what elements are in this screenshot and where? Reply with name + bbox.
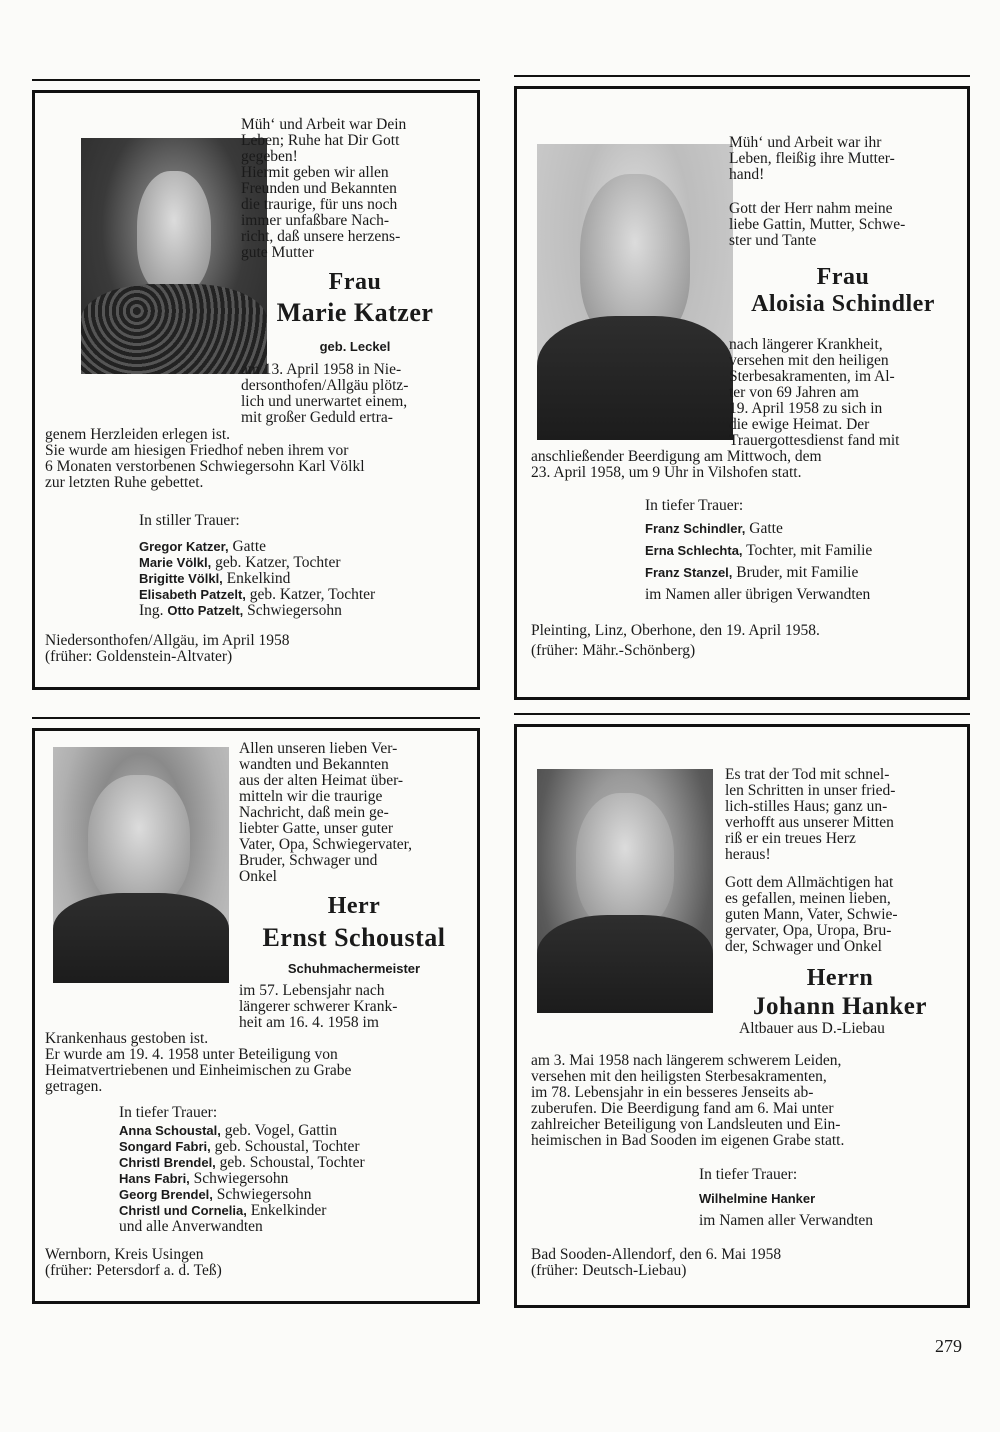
portrait-face: [137, 171, 211, 294]
deceased-name: Aloisia Schindler: [751, 291, 935, 317]
notice-hanker: [514, 724, 970, 1308]
notice-intro: Müh‘ und Arbeit war ihr Leben, fleißig ihre Mutter- hand!: [729, 134, 895, 183]
notice-title: Frau: [816, 264, 870, 290]
notice-intro-2: Gott dem Allmächtigen hat es gefallen, meinen lieben, guten Mann, Vater, Schwie- gervater, Opa, Uropa, Bru- der, Schwager und Onkel: [725, 874, 898, 955]
mourner: Wilhelmine Hanker: [699, 1191, 816, 1206]
notice-schindler: [514, 86, 970, 700]
notice-title: Frau: [328, 269, 382, 295]
notice-intro-2: Gott der Herr nahm meine liebe Gattin, Mutter, Schwe- ster und Tante: [729, 200, 906, 249]
mourning-heading: In tiefer Trauer:: [119, 1104, 218, 1121]
mourner: und alle Anverwandten: [119, 1218, 263, 1235]
notice-text-lower: genem Herzleiden erlegen ist. Sie wurde am hiesigen Friedhof neben ihrem vor 6 Monaten verstorbenen Schwiegersohn Karl Völkl zur letzten Ruhe gebettet.: [45, 426, 365, 491]
notice-text-upper: am 13. April 1958 in Nie- dersonthofen/Allgäu plötz- lich und unerwartet einem, mit großer Geduld ertra-: [241, 361, 409, 426]
mourners-list: [645, 521, 965, 603]
notice-title: Herr: [327, 893, 381, 919]
deceased-name: Ernst Schoustal: [262, 923, 446, 952]
page-number: 279: [935, 1336, 962, 1356]
deceased-name: Marie Katzer: [276, 298, 434, 327]
notice-text-upper: im 57. Lebensjahr nach längerer schwerer Krank- heit am 16. 4. 1958 im: [239, 982, 398, 1031]
portrait-photo: [537, 769, 713, 1013]
notice-place: Pleinting, Linz, Oberhone, den 19. April 1958.: [531, 622, 820, 639]
maiden-name: geb. Leckel: [319, 339, 391, 354]
notice-intro: Es trat der Tod mit schnel- len Schritten in unser fried- lich-stilles Haus; ganz un- verhofft aus unserer Mitten riß er ein treues Herz heraus!: [725, 766, 896, 863]
deceased-name: Johann Hanker: [753, 993, 927, 1020]
notice-text-upper: nach längerer Krankheit, versehen mit den heiligen Sterbesakramenten, im Al- ter von 69 Jahren am 19. April 1958 zu sich in die ewige Heimat. Der Trauergottesdienst fand mit: [729, 336, 900, 449]
notice-former-home: (früher: Goldenstein-Altvater): [45, 648, 233, 665]
occupation: Schuhmachermeister: [287, 961, 421, 976]
notice-title: Herrn: [806, 965, 874, 991]
notice-text-lower: anschließender Beerdigung am Mittwoch, dem 23. April 1958, um 9 Uhr in Vilshofen statt.: [531, 448, 822, 481]
mourner: im Namen aller Verwandten: [699, 1212, 874, 1229]
mourner: Elisabeth Patzelt, geb. Katzer, Tochter: [139, 586, 376, 603]
portrait-body: [537, 316, 733, 440]
portrait-face: [576, 793, 675, 930]
mourning-heading: In stiller Trauer:: [139, 512, 240, 529]
portrait-photo: [81, 138, 267, 374]
notice-former-home: (früher: Deutsch-Liebau): [531, 1262, 687, 1279]
mourner: im Namen aller übrigen Verwandten: [645, 586, 871, 603]
mourners-list: [139, 539, 469, 619]
portrait-body: [53, 893, 229, 983]
portrait-face: [88, 775, 190, 907]
mourner: Hans Fabri, Schwiegersohn: [119, 1170, 289, 1187]
mourner: Marie Völkl, geb. Katzer, Tochter: [139, 554, 341, 571]
mourner: Franz Schindler, Gatte: [645, 520, 783, 537]
mourner: Christl und Cornelia, Enkelkinder: [119, 1202, 327, 1219]
mourning-heading: In tiefer Trauer:: [645, 497, 744, 514]
portrait-body: [81, 284, 267, 374]
notice-intro: Müh‘ und Arbeit war Dein Leben; Ruhe hat Dir Gott gegeben! Hiermit geben wir allen Freunden und Bekannten die traurige, für uns noch immer unfaßbare Nach- richt, daß unsere herzens- gute Mutter: [241, 116, 407, 261]
mourner: Franz Stanzel, Bruder, mit Familie: [645, 564, 859, 581]
mourners-list: [119, 1123, 469, 1235]
notice-text-lower: Krankenhaus gestoben ist. Er wurde am 19. 4. 1958 unter Beteiligung von Heimatvertriebenen und Einheimischen zu Grabe getragen.: [45, 1030, 352, 1095]
notice-former-home: (früher: Mähr.-Schönberg): [531, 642, 696, 659]
mourner: Ing. Otto Patzelt, Schwiegersohn: [139, 602, 342, 619]
notice-place: Wernborn, Kreis Usingen: [45, 1246, 204, 1263]
mourner: Brigitte Völkl, Enkelkind: [139, 570, 291, 587]
mourners-list: [699, 1191, 959, 1229]
notice-intro: Allen unseren lieben Ver- wandten und Bekannten aus der alten Heimat über- mitteln wir die traurige Nachricht, daß mein ge- liebter Gatte, unser guter Vater, Opa, Schwiegervater, Bruder, Schwager und Onkel: [239, 740, 413, 885]
mourner: Anna Schoustal, geb. Vogel, Gattin: [119, 1122, 337, 1139]
mourning-heading: In tiefer Trauer:: [699, 1166, 798, 1183]
notice-katzer: [32, 90, 480, 690]
portrait-body: [537, 915, 713, 1013]
notice-former-home: (früher: Petersdorf a. d. Teß): [45, 1262, 222, 1279]
mourner: Gregor Katzer, Gatte: [139, 538, 267, 555]
origin-subtitle: Altbauer aus D.-Liebau: [739, 1020, 885, 1037]
portrait-photo: [53, 747, 229, 983]
portrait-photo: [537, 144, 733, 440]
notice-place: Bad Sooden-Allendorf, den 6. Mai 1958: [531, 1246, 782, 1263]
mourner: Songard Fabri, geb. Schoustal, Tochter: [119, 1138, 360, 1155]
mourner: Georg Brendel, Schwiegersohn: [119, 1186, 312, 1203]
notice-schoustal: [32, 728, 480, 1304]
notice-place: Niedersonthofen/Allgäu, im April 1958: [45, 632, 290, 649]
mourner: Erna Schlechta, Tochter, mit Familie: [645, 542, 873, 559]
mourner: Christl Brendel, geb. Schoustal, Tochter: [119, 1154, 365, 1171]
notice-text-lower: am 3. Mai 1958 nach längerem schwerem Leiden, versehen mit den heiligsten Sterbesakramenten, im 78. Lebensjahr in ein besseres Jenseits ab- zuberufen. Die Beerdigung fand am 6. Mai unter zahlreicher Beteiligung von Landsleuten und Ein- heimischen in Bad Sooden im eigenen Grabe statt.: [531, 1052, 845, 1149]
